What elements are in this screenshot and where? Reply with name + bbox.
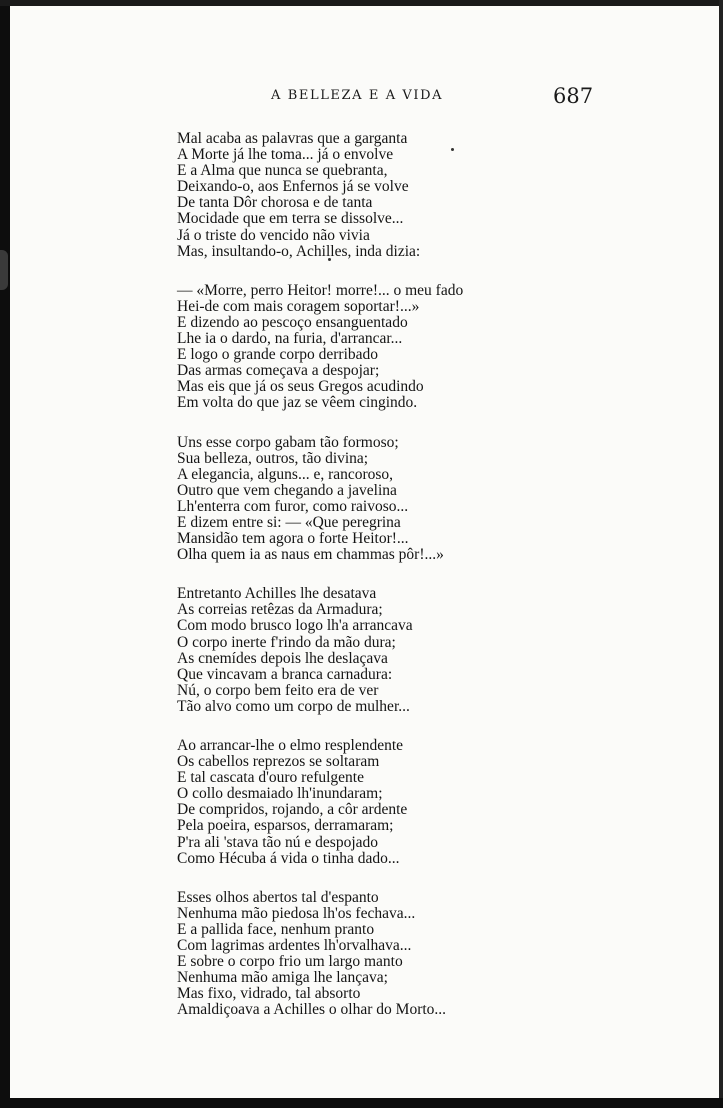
verse-line: E sobre o corpo frio um largo manto bbox=[177, 953, 403, 971]
verse-line: Com lagrimas ardentes lh'orvalhava... bbox=[177, 937, 412, 955]
verse-line: E a pallida face, nenhum pranto bbox=[177, 920, 375, 938]
verse-line: Mocidade que em terra se dissolve... bbox=[177, 210, 404, 228]
verse-line: Amaldiçoava a Achilles o olhar do Morto... bbox=[177, 1001, 447, 1019]
poem-body bbox=[177, 131, 507, 1042]
running-head: A BELLEZA E A VIDA bbox=[271, 88, 444, 103]
page-number: 687 bbox=[553, 84, 594, 108]
verse-line: Como Hécuba á vida o tinha dado... bbox=[177, 849, 400, 867]
verse-line: O corpo inerte f'rindo da mão dura; bbox=[177, 633, 396, 651]
verse-line: Olha quem ia as naus em chammas pôr!...» bbox=[177, 546, 444, 564]
verse-line: E dizendo ao pescoço ensanguentado bbox=[177, 313, 408, 331]
verse-line: De tanta Dôr chorosa e de tanta bbox=[177, 194, 373, 212]
verse-line: Em volta do que jaz se vêem cingindo. bbox=[177, 394, 418, 412]
verse-line: Nenhuma mão amiga lhe lançava; bbox=[177, 969, 388, 987]
stanza-4 bbox=[177, 586, 507, 715]
verse-line: Nenhuma mão piedosa lh'os fechava... bbox=[177, 904, 416, 922]
verse-line: As cnemídes depois lhe deslaçava bbox=[177, 649, 388, 667]
verse-line: Esses olhos abertos tal d'espanto bbox=[177, 888, 379, 906]
verse-line: Mansidão tem agora o forte Heitor!... bbox=[177, 530, 409, 548]
verse-line: Hei-de com mais coragem soportar!...» bbox=[177, 297, 420, 315]
scan-border-bottom bbox=[0, 1098, 723, 1108]
verse-line: Mas eis que já os seus Gregos acudindo bbox=[177, 378, 424, 396]
verse-line: Já o triste do vencido não vivia bbox=[177, 226, 370, 244]
verse-line: Nú, o corpo bem feito era de ver bbox=[177, 681, 379, 699]
stanza-6 bbox=[177, 890, 507, 1019]
stanza-2 bbox=[177, 283, 507, 412]
stanza-3 bbox=[177, 435, 507, 564]
verse-line: Lh'enterra com furor, como raivoso... bbox=[177, 497, 409, 515]
verse-line: Pela poeira, esparsos, derramaram; bbox=[177, 817, 394, 835]
verse-line: A elegancia, alguns... e, rancoroso, bbox=[177, 465, 394, 483]
stanza-1 bbox=[177, 131, 507, 260]
verse-line: As correias retêzas da Armadura; bbox=[177, 601, 383, 619]
verse-line: Com modo brusco logo lh'a arrancava bbox=[177, 617, 413, 635]
scan-edge-stain bbox=[0, 250, 8, 290]
verse-line: E dizem entre si: — «Que peregrina bbox=[177, 513, 401, 531]
verse-line: Sua belleza, outros, tão divina; bbox=[177, 449, 369, 467]
verse-line: Lhe ia o dardo, na furia, d'arrancar... bbox=[177, 330, 403, 348]
scan-border-right bbox=[719, 0, 723, 1108]
verse-line: Uns esse corpo gabam tão formoso; bbox=[177, 433, 399, 451]
verse-line: Mas, insultando-o, Achilles, inda dizia: bbox=[177, 242, 421, 260]
stanza-5 bbox=[177, 738, 507, 867]
verse-line: Mas fixo, vidrado, tal absorto bbox=[177, 985, 361, 1003]
verse-line: Deixando-o, aos Enfernos já se volve bbox=[177, 178, 409, 196]
verse-line: Que vincavam a branca carnadura: bbox=[177, 665, 393, 683]
verse-line: O collo desmaiado lh'inundaram; bbox=[177, 785, 383, 803]
scan-border-left bbox=[0, 0, 10, 1108]
verse-line: A Morte já lhe toma... já o envolve bbox=[177, 146, 394, 164]
verse-line: Mal acaba as palavras que a garganta bbox=[177, 130, 408, 147]
verse-line: E a Alma que nunca se quebranta, bbox=[177, 162, 388, 180]
verse-line: — «Morre, perro Heitor! morre!... o meu fado bbox=[177, 281, 464, 299]
verse-line: Entretanto Achilles lhe desatava bbox=[177, 585, 377, 603]
verse-line: E tal cascata d'ouro refulgente bbox=[177, 769, 364, 787]
verse-line: De compridos, rojando, a côr ardente bbox=[177, 801, 408, 819]
verse-line: Das armas começava a despojar; bbox=[177, 362, 380, 380]
verse-line: Outro que vem chegando a javelina bbox=[177, 481, 397, 499]
verse-line: Tão alvo como um corpo de mulher... bbox=[177, 697, 410, 715]
verse-line: Os cabellos reprezos se soltaram bbox=[177, 753, 380, 771]
verse-line: P'ra ali 'stava tão nú e despojado bbox=[177, 833, 379, 851]
verse-line: E logo o grande corpo derribado bbox=[177, 346, 379, 364]
verse-line: Ao arrancar-lhe o elmo resplendente bbox=[177, 737, 404, 754]
